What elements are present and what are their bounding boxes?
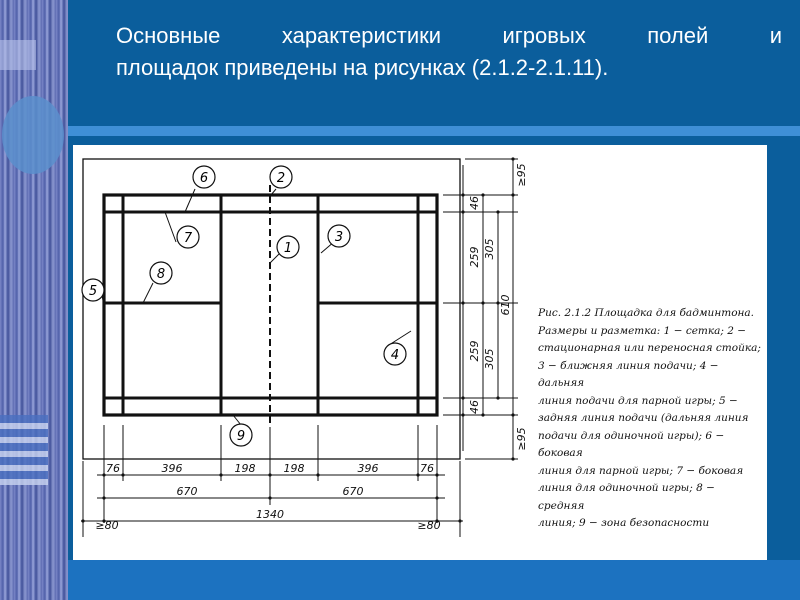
- dimension-label: 198: [234, 462, 256, 475]
- callout-7: [177, 226, 199, 248]
- dimension-label: 76: [420, 462, 434, 475]
- caption-line: линия; 9 − зона безопасности: [538, 517, 710, 529]
- decorative-left-strip: [0, 0, 68, 600]
- caption-line: линия подачи для парной игры; 5 −: [538, 394, 738, 407]
- callout-label: 1: [283, 241, 293, 256]
- figure-panel: [73, 145, 767, 560]
- slide-title-line: Основные характеристики игровых полей и: [116, 23, 782, 48]
- dimension-label: 46: [468, 196, 481, 210]
- callout-label: 5: [88, 284, 98, 299]
- callout-leaders: [101, 189, 411, 425]
- dimension-label: ≥80: [95, 519, 119, 532]
- decorative-circle: [2, 96, 64, 174]
- caption-line: линия для одиночной игры; 8 − средняя: [538, 482, 715, 512]
- callout-8: [150, 262, 172, 284]
- dimension-label: 259: [468, 340, 481, 362]
- callout-label: 4: [390, 348, 400, 363]
- callout-label: 2: [276, 171, 286, 186]
- bottom-band: [68, 560, 800, 600]
- dimension-label: 259: [468, 246, 481, 268]
- callout-5: [82, 279, 104, 301]
- callout-label: 7: [183, 231, 193, 246]
- dimension-label: 396: [357, 462, 379, 475]
- callout-label: 3: [334, 230, 344, 245]
- dimension-label: ≥95: [515, 427, 528, 451]
- decorative-shape: [0, 40, 36, 70]
- dimension-label: 305: [483, 238, 496, 260]
- dimension-label: 76: [106, 462, 120, 475]
- caption-line: Рис. 2.1.2 Площадка для бадминтона.: [538, 307, 755, 319]
- dimension-label: ≥80: [417, 519, 441, 532]
- dimension-label: 670: [342, 485, 364, 498]
- caption-line: линия для парной игры; 7 − боковая: [538, 464, 744, 477]
- callout-9: [230, 424, 252, 446]
- callout-1: [277, 236, 299, 258]
- dimension-label: 1340: [256, 508, 284, 521]
- figure-caption: [538, 305, 764, 533]
- dimension-label: ≥95: [515, 163, 528, 187]
- caption-line: 3 − ближняя линия подачи; 4 − дальняя: [538, 359, 719, 389]
- dimension-label: 198: [283, 462, 305, 475]
- dimension-label: 610: [499, 294, 512, 316]
- callout-3: [328, 225, 350, 247]
- court-boundary: [104, 195, 437, 415]
- callout-2: [270, 166, 292, 188]
- callout-label: 8: [156, 267, 166, 282]
- title-divider: [68, 126, 800, 136]
- court-lines: [104, 195, 437, 415]
- dimension-label: 305: [483, 348, 496, 370]
- slide-title: [116, 20, 782, 84]
- dimension-label: 396: [161, 462, 183, 475]
- decorative-stripes: [0, 415, 48, 485]
- caption-line: стационарная или переносная стойка;: [538, 342, 761, 354]
- caption-line: задняя линия подачи (дальняя линия: [538, 412, 749, 424]
- dimension-label: 46: [468, 400, 481, 414]
- callout-4: [384, 343, 406, 365]
- callout-label: 9: [236, 429, 246, 444]
- dimension-label: 670: [176, 485, 198, 498]
- callout-6: [193, 166, 215, 188]
- caption-line: подачи для одиночной игры); 6 − боковая: [538, 429, 725, 459]
- caption-line: Размеры и разметка: 1 − сетка; 2 −: [538, 324, 747, 337]
- callout-label: 6: [199, 171, 209, 186]
- slide-title-line: площадок приведены на рисунках (2.1.2-2.1.11).: [116, 55, 609, 80]
